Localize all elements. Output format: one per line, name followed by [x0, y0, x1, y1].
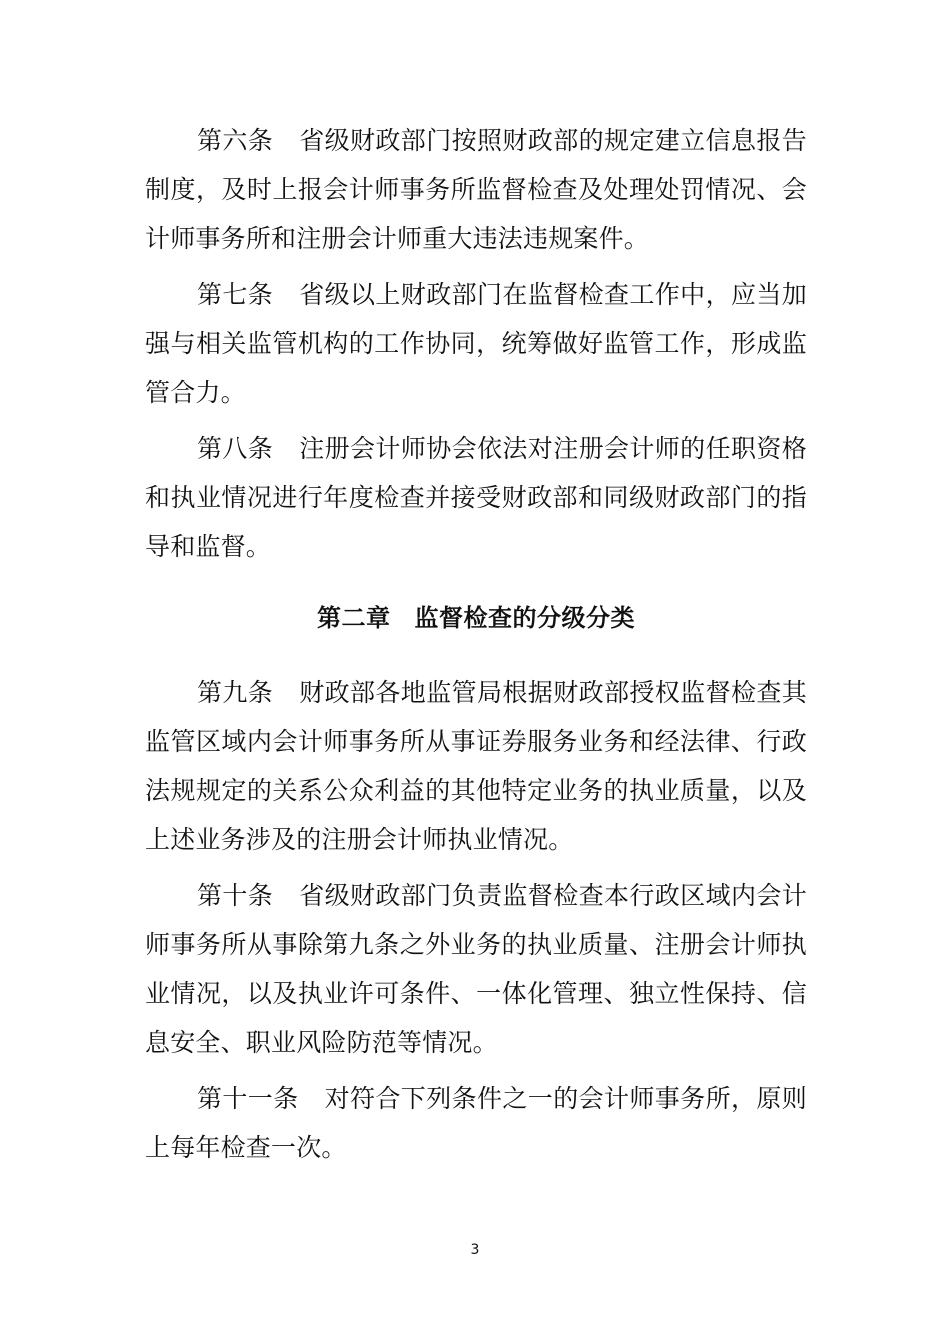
article-8: [145, 424, 807, 571]
article-text: 省级财政部门负责监督检查本行政区域内会计师事务所从事除第九条之外业务的执业质量、注册会计师执业情况，以及执业许可条件、一体化管理、独立性保持、信息安全、职业风险防范等情况。: [145, 881, 807, 1057]
document-body: [145, 116, 807, 1179]
article-number: 第六条: [197, 126, 274, 155]
article-text: 对符合下列条件之一的会计师事务所，原则上每年检查一次。: [145, 1084, 807, 1162]
article-number: 第七条: [197, 280, 274, 309]
chapter-number: 第二章: [317, 604, 391, 632]
article-text: 省级以上财政部门在监督检查工作中，应当加强与相关监管机构的工作协同，统筹做好监管工作，形成监管合力。: [145, 280, 807, 407]
article-number: 第十条: [197, 881, 274, 910]
page-number: 3: [470, 1242, 480, 1258]
chapter-title: 监督检查的分级分类: [414, 604, 635, 632]
article-11: [145, 1074, 807, 1172]
article-6: [145, 116, 807, 263]
article-text: 省级财政部门按照财政部的规定建立信息报告制度，及时上报会计师事务所监督检查及处理处罚情况、会计师事务所和注册会计师重大违法违规案件。: [145, 126, 807, 253]
article-10: [145, 871, 807, 1067]
chapter-heading: [145, 594, 807, 643]
article-9: [145, 668, 807, 864]
article-7: [145, 270, 807, 417]
article-number: 第十一条: [197, 1084, 299, 1113]
article-text: 注册会计师协会依法对注册会计师的任职资格和执业情况进行年度检查并接受财政部和同级财政部门的指导和监督。: [145, 434, 807, 561]
article-number: 第八条: [197, 434, 274, 463]
article-number: 第九条: [197, 678, 274, 707]
article-text: 财政部各地监管局根据财政部授权监督检查其监管区域内会计师事务所从事证券服务业务和经法律、行政法规规定的关系公众利益的其他特定业务的执业质量，以及上述业务涉及的注册会计师执业情况。: [145, 678, 807, 854]
